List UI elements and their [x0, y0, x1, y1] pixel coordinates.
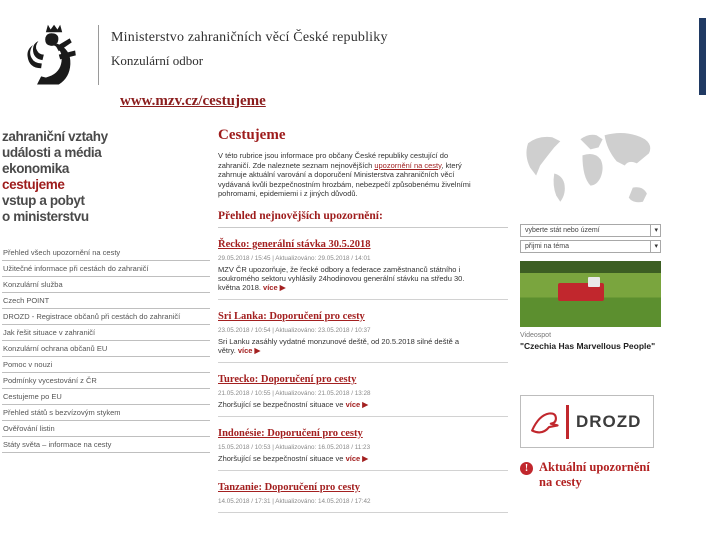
news-text: Sri Lanku zasáhly vydatné monzunové deště, od 20.5.2018 silné deště a větry. [218, 336, 459, 355]
country-select[interactable] [520, 224, 661, 237]
drozd-bird-icon [527, 405, 561, 439]
side-link-list [2, 245, 210, 453]
news-text: Zhoršující se bezpečnostní situace ve [218, 453, 344, 463]
news-more-link[interactable]: více ▶ [237, 345, 261, 355]
news-date: 21.05.2018 / 10:55 | Aktualizováno: 21.05.2018 / 13:28 [218, 389, 371, 397]
website-screenshot [0, 123, 664, 519]
news-title-link[interactable]: Řecko: generální stávka 30.5.2018 [218, 238, 371, 250]
side-link[interactable]: DROZD - Registrace občanů při cestách do zahraničí [2, 309, 210, 325]
org-title: Ministerstvo zahraničních věcí České republiky [111, 30, 388, 45]
news-date: 15.05.2018 / 10:53 | Aktualizováno: 16.05.2018 / 11:23 [218, 443, 371, 451]
czech-lion-emblem-icon [18, 22, 86, 90]
side-link[interactable]: Užitečné informace při cestách do zahraničí [2, 261, 210, 277]
org-subtitle: Konzulární odbor [111, 53, 204, 68]
news-item [218, 471, 508, 513]
news-body [218, 400, 508, 409]
news-body [218, 265, 508, 292]
intro-paragraph [218, 151, 508, 199]
header-divider [98, 25, 99, 85]
drozd-divider [566, 405, 569, 439]
side-link[interactable]: Státy světa – informace na cesty [2, 437, 210, 453]
news-item [218, 300, 508, 363]
main-content [218, 127, 508, 513]
intro-text-2: , který zahrnuje aktuální varování a doporučení Ministerstva zahraničních věcí vydávaná kvůli bezpečnostním hrozbám, nebezpečí způsobenému živelními pohromami, epidemiemi i z jiných důvodů. [218, 160, 471, 198]
world-map-image [520, 125, 661, 221]
news-more-link[interactable]: více ▶ [263, 282, 286, 292]
harvester-cab-graphic [588, 277, 600, 287]
alerts-heading: Přehled nejnovějších upozornění: [218, 210, 508, 228]
video-thumbnail[interactable] [520, 261, 661, 327]
nav-item-vstup-a-pobyt[interactable]: vstup a pobyt [2, 193, 85, 208]
country-select-value: vyberte stát nebo území [525, 227, 600, 234]
accent-bar [699, 18, 706, 95]
right-sidebar [520, 125, 661, 490]
news-more-link[interactable]: více ▶ [345, 399, 369, 409]
videospot-label: Videospot [520, 332, 552, 339]
side-link[interactable]: Cestujeme po EU [2, 389, 210, 405]
side-link[interactable]: Ověřování listin [2, 421, 210, 437]
topic-select[interactable] [520, 240, 661, 253]
alert-icon: ! [520, 462, 533, 475]
chevron-down-icon[interactable]: ▾ [650, 225, 658, 236]
side-link[interactable]: Konzulární služba [2, 277, 210, 293]
news-item [218, 363, 508, 417]
side-link[interactable]: Podmínky vycestování z ČR [2, 373, 210, 389]
news-more-link[interactable]: více ▶ [345, 453, 369, 463]
page-title: Cestujeme [218, 127, 286, 143]
news-title-link[interactable]: Turecko: Doporučení pro cesty [218, 373, 357, 385]
side-link[interactable]: Czech POINT [2, 293, 210, 309]
intro-inline-link[interactable]: upozornění na cesty [374, 160, 442, 170]
side-link[interactable]: Přehled všech upozornění na cesty [2, 245, 210, 261]
nav-item-o-ministerstvu[interactable]: o ministerstvu [2, 209, 89, 224]
header-text [111, 22, 388, 69]
side-link[interactable]: Jak řešit situace v zahraničí [2, 325, 210, 341]
news-date: 14.05.2018 / 17:31 | Aktualizováno: 14.05.2018 / 17:42 [218, 497, 371, 505]
drozd-logo-box[interactable] [520, 395, 654, 448]
travel-alert-banner[interactable] [520, 460, 654, 490]
news-date: 29.05.2018 / 15:45 | Aktualizováno: 29.05.2018 / 14:01 [218, 254, 371, 262]
main-nav [2, 129, 202, 225]
news-body [218, 454, 508, 463]
nav-item-udalosti-a-media[interactable]: události a média [2, 145, 102, 160]
mzv-website-link[interactable]: www.mzv.cz/cestujeme [120, 93, 266, 109]
side-link[interactable]: Přehled států s bezvízovým stykem [2, 405, 210, 421]
travel-alert-text: Aktuální upozornění na cesty [539, 460, 650, 489]
news-text: MZV ČR upozorňuje, že řecké odbory a federace zaměstnanců státního i soukromého sektoru vyhlásily 24hodinovou generální stávku na středu 30. května 2018. [218, 264, 465, 292]
drozd-label: DROZD [576, 411, 642, 431]
nav-item-ekonomika[interactable]: ekonomika [2, 161, 69, 176]
news-item [218, 228, 508, 300]
topic-select-value: přijmi na téma [525, 243, 569, 250]
side-link[interactable]: Pomoc v nouzi [2, 357, 210, 373]
chevron-down-icon[interactable]: ▾ [650, 241, 658, 252]
news-title-link[interactable]: Tanzanie: Doporučení pro cesty [218, 481, 361, 493]
news-title-link[interactable]: Sri Lanka: Doporučení pro cesty [218, 310, 365, 322]
news-item [218, 417, 508, 471]
slide-header [18, 22, 388, 90]
nav-item-cestujeme[interactable]: cestujeme [2, 177, 65, 192]
news-body [218, 337, 508, 355]
news-title-link[interactable]: Indonésie: Doporučení pro cesty [218, 427, 363, 439]
news-date: 23.05.2018 / 10:54 | Aktualizováno: 23.05.2018 / 10:37 [218, 326, 371, 334]
nav-item-zahranicni-vztahy[interactable]: zahraniční vztahy [2, 129, 108, 144]
news-text: Zhoršující se bezpečnostní situace ve [218, 399, 344, 409]
side-link[interactable]: Konzulární ochrana občanů EU [2, 341, 210, 357]
videospot-title-link[interactable]: "Czechia Has Marvellous People" [520, 341, 656, 351]
harvester-graphic [558, 283, 604, 301]
intro-text-1: V této rubrice jsou informace pro občany České republiky cestující do zahraničí. Zde naleznete seznam nejnovějších [218, 151, 449, 170]
